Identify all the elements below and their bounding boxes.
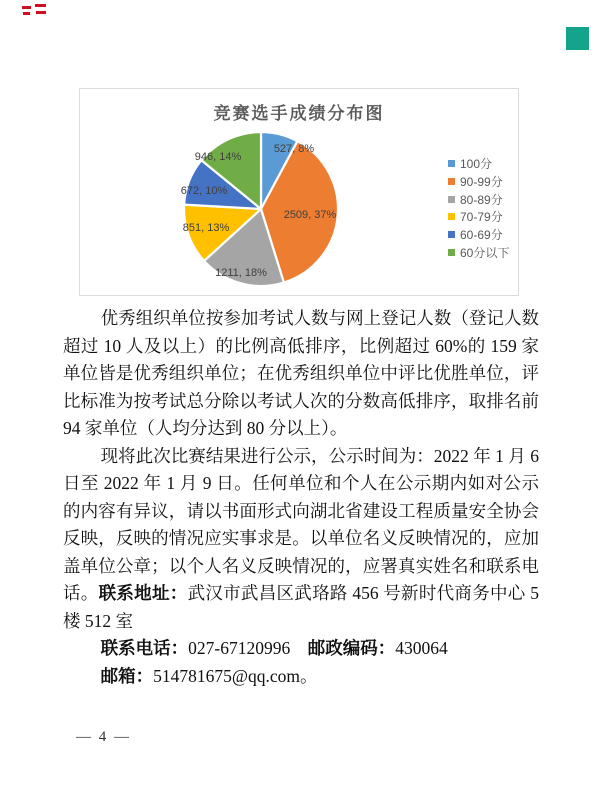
legend-label: 70-79分 (460, 210, 503, 225)
text-run (290, 638, 308, 658)
legend-swatch (448, 231, 455, 238)
legend-item-70-79分 (448, 208, 509, 226)
slice-label-90-99分: 2509, 37% (283, 209, 337, 221)
chart-title: 竞赛选手成绩分布图 (213, 104, 385, 123)
slice-label-70-79分: 851, 13% (182, 222, 230, 234)
text-run: 027-67120996 (188, 638, 291, 658)
footer-page-number: — 4 — (76, 729, 131, 745)
bold-label-run: 邮箱： (100, 665, 154, 686)
chart-legend (448, 155, 509, 261)
bold-label-run: 联系地址： (98, 583, 188, 603)
legend-swatch (448, 213, 455, 220)
score-distribution-chart (79, 88, 519, 296)
legend-swatch (448, 249, 455, 256)
paragraph (63, 305, 544, 443)
slice-label-80-89分: 1211, 18% (215, 267, 267, 279)
legend-item-90-99分 (448, 173, 509, 191)
red-stamp-fragment (22, 2, 48, 20)
document-body-text (63, 305, 544, 690)
text-run: 430064 (395, 638, 448, 658)
legend-label: 60分以下 (460, 245, 510, 260)
legend-item-100分 (448, 155, 509, 173)
bold-label-run: 邮政编码： (307, 638, 396, 658)
text-run: 武汉市武昌区武珞路 456 号新时代商务中心 5 楼 512 室 (63, 583, 544, 631)
teal-note-square (566, 27, 589, 50)
legend-label: 100分 (460, 157, 493, 172)
legend-label: 80-89分 (460, 192, 503, 207)
slice-label-100分: 527, 8% (273, 143, 315, 155)
legend-swatch (448, 196, 455, 203)
text-run: 优秀组织单位按参加考试人数与网上登记人数（登记人数超过 10 人及以上）的比例高低排序，比例超过 60%的 159 家单位皆是优秀组织单位；在优秀组织单位中评比优胜单位，评比标准为按考试总分除以考试人次的分数高低排序，取排名前 94 家单位（人均分达到 80 分以上）。 (63, 308, 544, 438)
legend-item-60分以下 (448, 243, 509, 261)
slice-label-60分以下: 946, 14% (194, 151, 242, 163)
text-run: 现将此次比赛结果进行公示，公示时间为：2022 年 1 月 6 日至 2022 年 1 月 9 日。任何单位和个人在公示期内如对公示的内容有异议，请以书面形式向湖北省建设工程质量安全协会反映，反映的情况应实事求是。以单位名义反映情况的，应加盖单位公章；以个人名义反映情况的，应署真实姓名和联系电话。 (63, 445, 544, 603)
legend-label: 60-69分 (460, 228, 503, 243)
legend-label: 90-99分 (460, 175, 503, 190)
paragraph (63, 443, 544, 636)
legend-item-80-89分 (448, 190, 509, 208)
legend-item-60-69分 (448, 226, 509, 244)
legend-swatch (448, 178, 455, 185)
text-run: 514781675@qq.com。 (153, 665, 318, 686)
legend-swatch (448, 160, 455, 167)
bold-label-run: 联系电话： (100, 638, 189, 658)
slice-label-60-69分: 672, 10% (180, 185, 228, 197)
paragraph (63, 663, 539, 691)
paragraph (63, 635, 539, 663)
